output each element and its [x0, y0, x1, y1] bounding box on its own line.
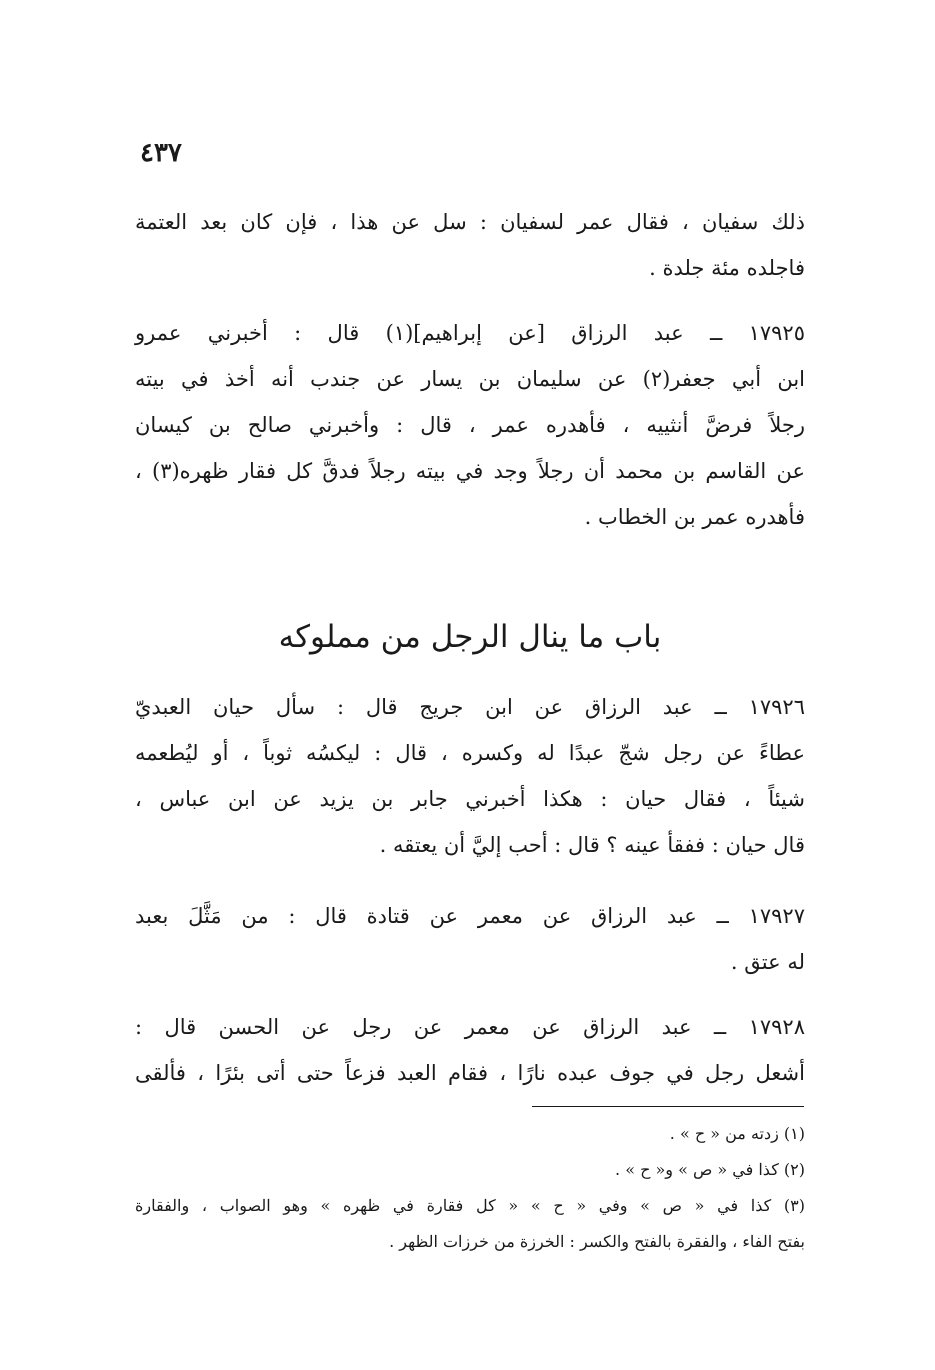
paragraph-17928: [135, 1004, 805, 1096]
paragraph-continuation: [135, 199, 805, 291]
footnote: بفتح الفاء ، والفقرة بالفتح والكسر : الخرزة من خرزات الظهر .: [389, 1232, 805, 1251]
footnote-divider: [532, 1106, 804, 1107]
text-line: عطاءً عن رجل شجّ عبدًا له وكسره ، قال : ليكسُه ثوباً ، أو ليُطعمه: [135, 741, 805, 765]
paragraph-17926: [135, 684, 805, 868]
chapter-heading: باب ما ينال الرجل من مملوكه: [278, 619, 662, 655]
text-line: ابن أبي جعفر(٢) عن سليمان بن يسار عن جندب أنه أخذ في بيته: [135, 367, 805, 391]
text-line: له عتق .: [730, 950, 805, 974]
footnote: (٢) كذا في « ص » و« ح » .: [615, 1160, 805, 1179]
text-line: ١٧٩٢٦ ــ عبد الرزاق عن ابن جريج قال : سأل حيان العبديّ: [135, 695, 805, 719]
text-line: ١٧٩٢٨ ــ عبد الرزاق عن معمر عن رجل عن الحسن قال :: [135, 1015, 805, 1039]
text-line: فأهدره عمر بن الخطاب .: [584, 505, 805, 529]
text-line: ١٧٩٢٥ ــ عبد الرزاق [عن إبراهيم](١) قال : أخبرني عمرو: [135, 321, 805, 345]
page-number: ٤٣٧: [140, 138, 182, 168]
paragraph-17925: [135, 310, 805, 540]
text-line: ذلك سفيان ، فقال عمر لسفيان : سل عن هذا ، فإن كان بعد العتمة: [135, 210, 805, 234]
text-line: قال حيان : ففقأ عينه ؟ قال : أحب إليَّ أن يعتقه .: [379, 833, 805, 857]
paragraph-17927: [135, 893, 805, 985]
text-line: ١٧٩٢٧ ــ عبد الرزاق عن معمر عن قتادة قال : من مَثَّلَ بعبد: [135, 904, 805, 928]
footnote: (١) زدته من « ح » .: [669, 1124, 805, 1143]
footnote: (٣) كذا في « ص » وفي « ح » « كل فقارة في ظهره » وهو الصواب ، والفقارة: [135, 1196, 805, 1215]
text-line: أشعل رجل في جوف عبده نارًا ، فقام العبد فزعاً حتى أتى بئرًا ، فألقى: [135, 1061, 805, 1085]
footnotes: [135, 1116, 805, 1260]
text-line: رجلاً فرضَّ أنثييه ، فأهدره عمر ، قال : وأخبرني صالح بن كيسان: [135, 413, 805, 437]
text-line: شيئاً ، فقال حيان : هكذا أخبرني جابر بن يزيد عن ابن عباس ،: [135, 787, 805, 811]
text-line: عن القاسم بن محمد أن رجلاً وجد في بيته رجلاً فدقَّ كل فقار ظهره(٣) ،: [135, 459, 805, 483]
text-line: فاجلده مئة جلدة .: [649, 256, 805, 280]
